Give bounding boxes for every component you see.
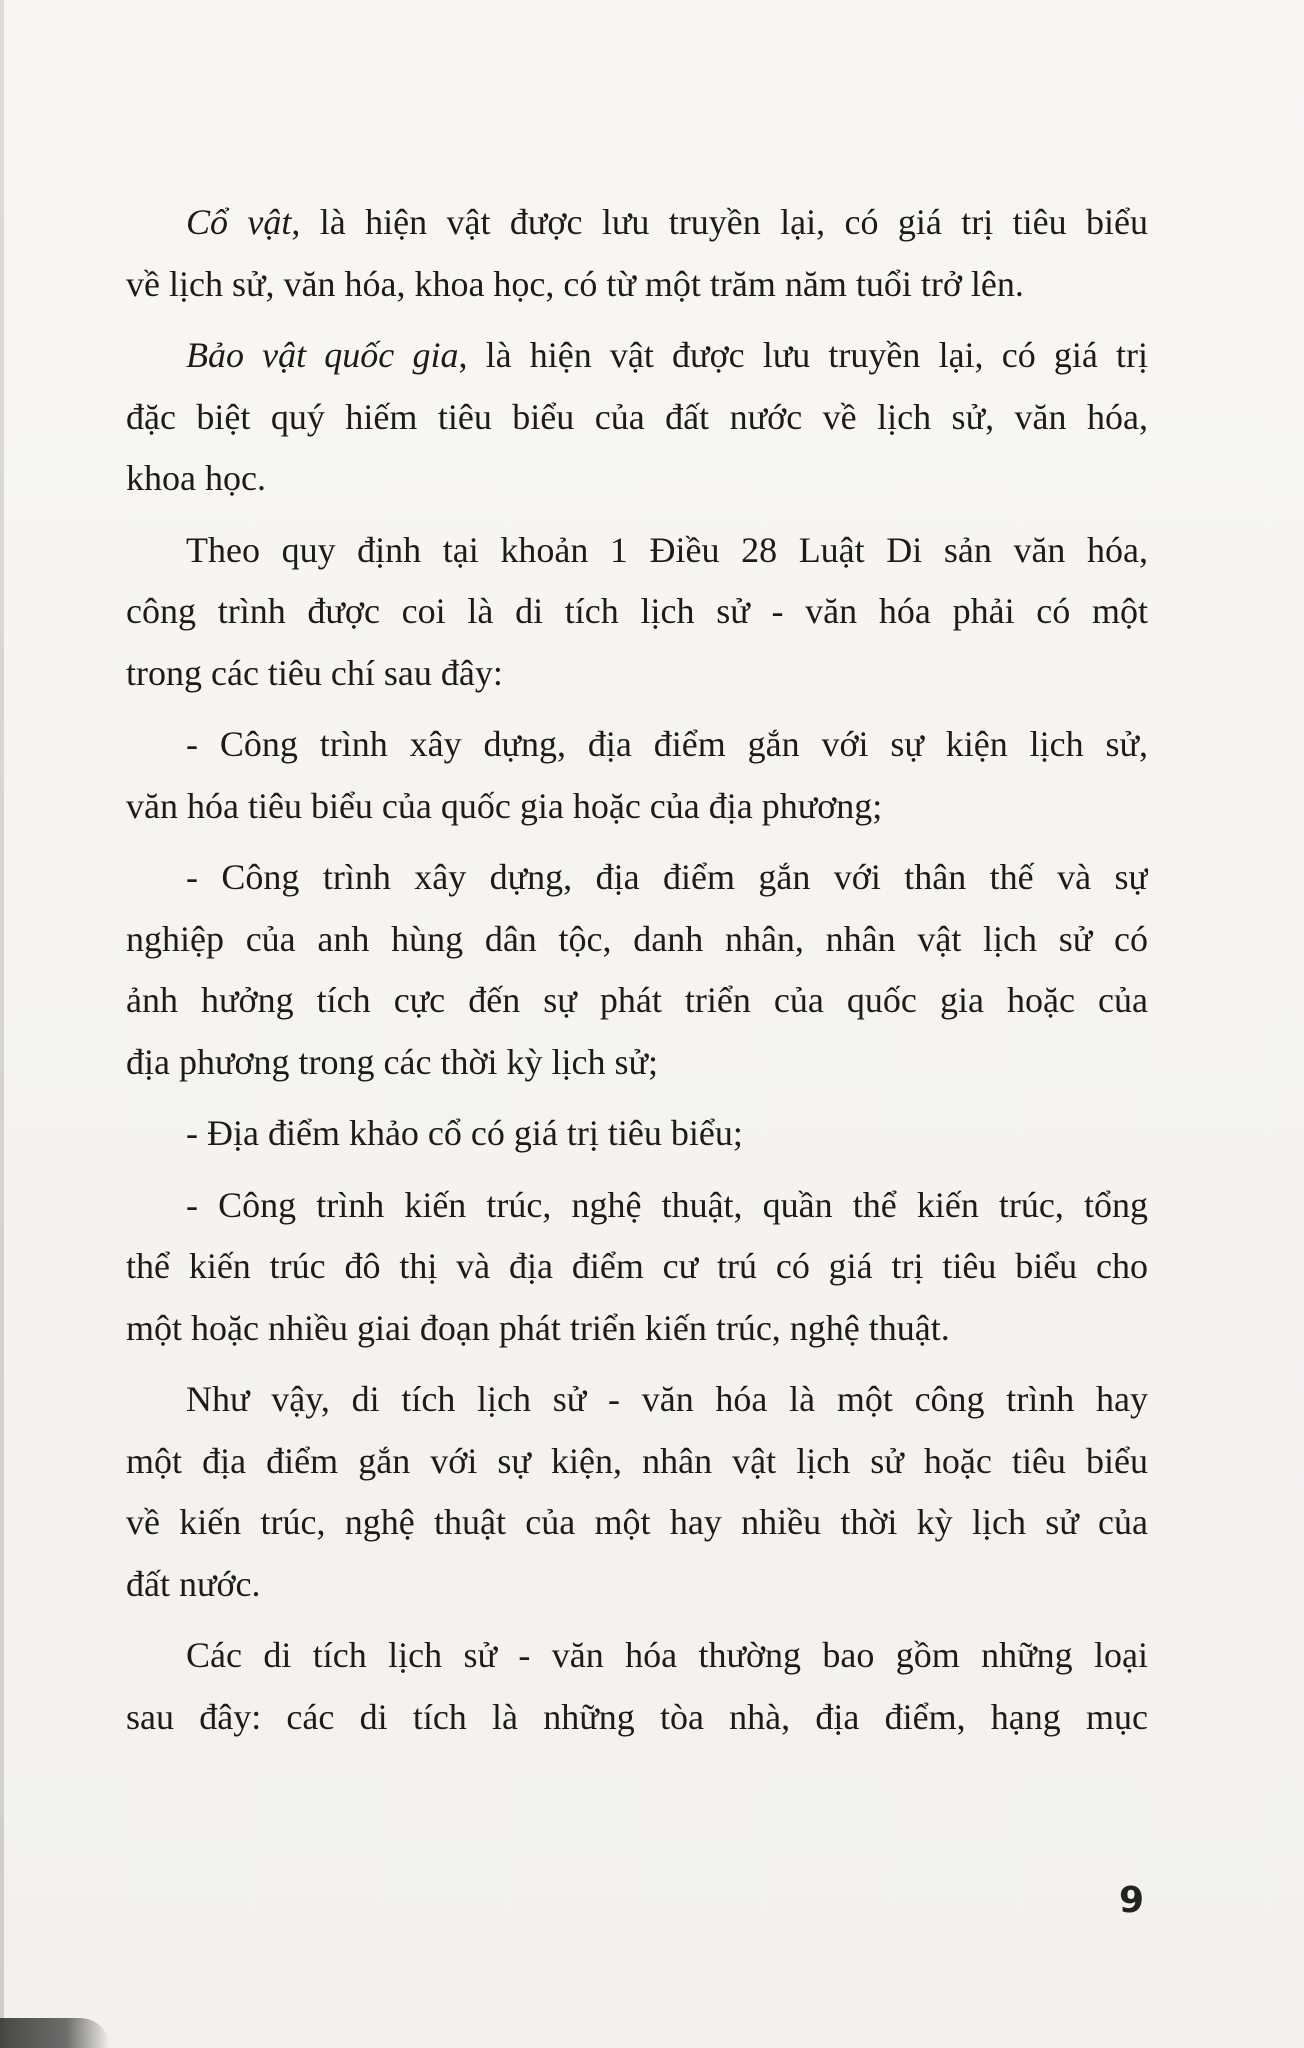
criterion-item: [126, 714, 1148, 837]
text-line: công trình được coi là di tích lịch sử - văn hóa phải có một: [126, 591, 1148, 631]
text-line: Theo quy định tại khoản 1 Điều 28 Luật Di sản văn hóa,: [186, 529, 1148, 570]
page-edge: [0, 0, 4, 2048]
text-line: - Công trình xây dựng, địa điểm gắn với sự kiện lịch sử,: [186, 724, 1148, 764]
text-line: đất nước.: [126, 1563, 261, 1604]
text-line: một hoặc nhiều giai đoạn phát triển kiến trúc, nghệ thuật.: [126, 1307, 950, 1348]
criterion-item: [126, 1103, 1148, 1165]
text-line: trong các tiêu chí sau đây:: [126, 652, 503, 693]
paragraph-quy-dinh: [126, 520, 1148, 705]
text-line: Như vậy, di tích lịch sử - văn hóa là một công trình hay: [186, 1379, 1148, 1419]
text-line: [126, 192, 1148, 254]
text-segment: , là hiện vật được lưu truyền lại, có giá trị: [458, 335, 1148, 375]
text-line: địa phương trong các thời kỳ lịch sử;: [126, 1041, 659, 1082]
text-line: một địa điểm gắn với sự kiện, nhân vật lịch sử hoặc tiêu biểu: [126, 1440, 1148, 1481]
text-line: [126, 325, 1148, 387]
text-line: về kiến trúc, nghệ thuật của một hay nhiều thời kỳ lịch sử của: [126, 1502, 1148, 1542]
criterion-item: [126, 1175, 1148, 1360]
text-line: ảnh hưởng tích cực đến sự phát triển của quốc gia hoặc của: [126, 980, 1148, 1020]
text-line: Các di tích lịch sử - văn hóa thường bao gồm những loại: [186, 1635, 1148, 1675]
text-line: sau đây: các di tích là những tòa nhà, địa điểm, hạng mục: [126, 1696, 1148, 1737]
text-line: văn hóa tiêu biểu của quốc gia hoặc của địa phương;: [126, 785, 883, 826]
text-line: thể kiến trúc đô thị và địa điểm cư trú có giá trị tiêu biểu cho: [126, 1246, 1148, 1286]
text-line: nghiệp của anh hùng dân tộc, danh nhân, nhân vật lịch sử có: [126, 918, 1148, 959]
paragraph-bao-vat: [126, 325, 1148, 510]
body-text: [126, 192, 1148, 1758]
term-italic: Cổ vật: [186, 202, 292, 242]
text-line: về lịch sử, văn hóa, khoa học, có từ một trăm năm tuổi trở lên.: [126, 263, 1024, 304]
page-number: 9: [1118, 1880, 1144, 1921]
paragraph-nhu-vay: [126, 1369, 1148, 1615]
page-corner-shadow: [0, 2018, 110, 2048]
paragraph-co-vat: [126, 192, 1148, 315]
text-line: đặc biệt quý hiếm tiêu biểu của đất nước về lịch sử, văn hóa,: [126, 396, 1148, 437]
text-line: khoa học.: [126, 458, 266, 498]
text-line: - Địa điểm khảo cổ có giá trị tiêu biểu;: [186, 1113, 743, 1153]
text-line: - Công trình xây dựng, địa điểm gắn với thân thế và sự: [186, 857, 1148, 897]
text-segment: , là hiện vật được lưu truyền lại, có giá trị tiêu biểu: [291, 202, 1148, 242]
criterion-item: [126, 847, 1148, 1093]
text-line: - Công trình kiến trúc, nghệ thuật, quần thể kiến trúc, tổng: [186, 1184, 1148, 1225]
term-italic: Bảo vật quốc gia: [186, 335, 459, 375]
paragraph-cac-di-tich: [126, 1625, 1148, 1748]
